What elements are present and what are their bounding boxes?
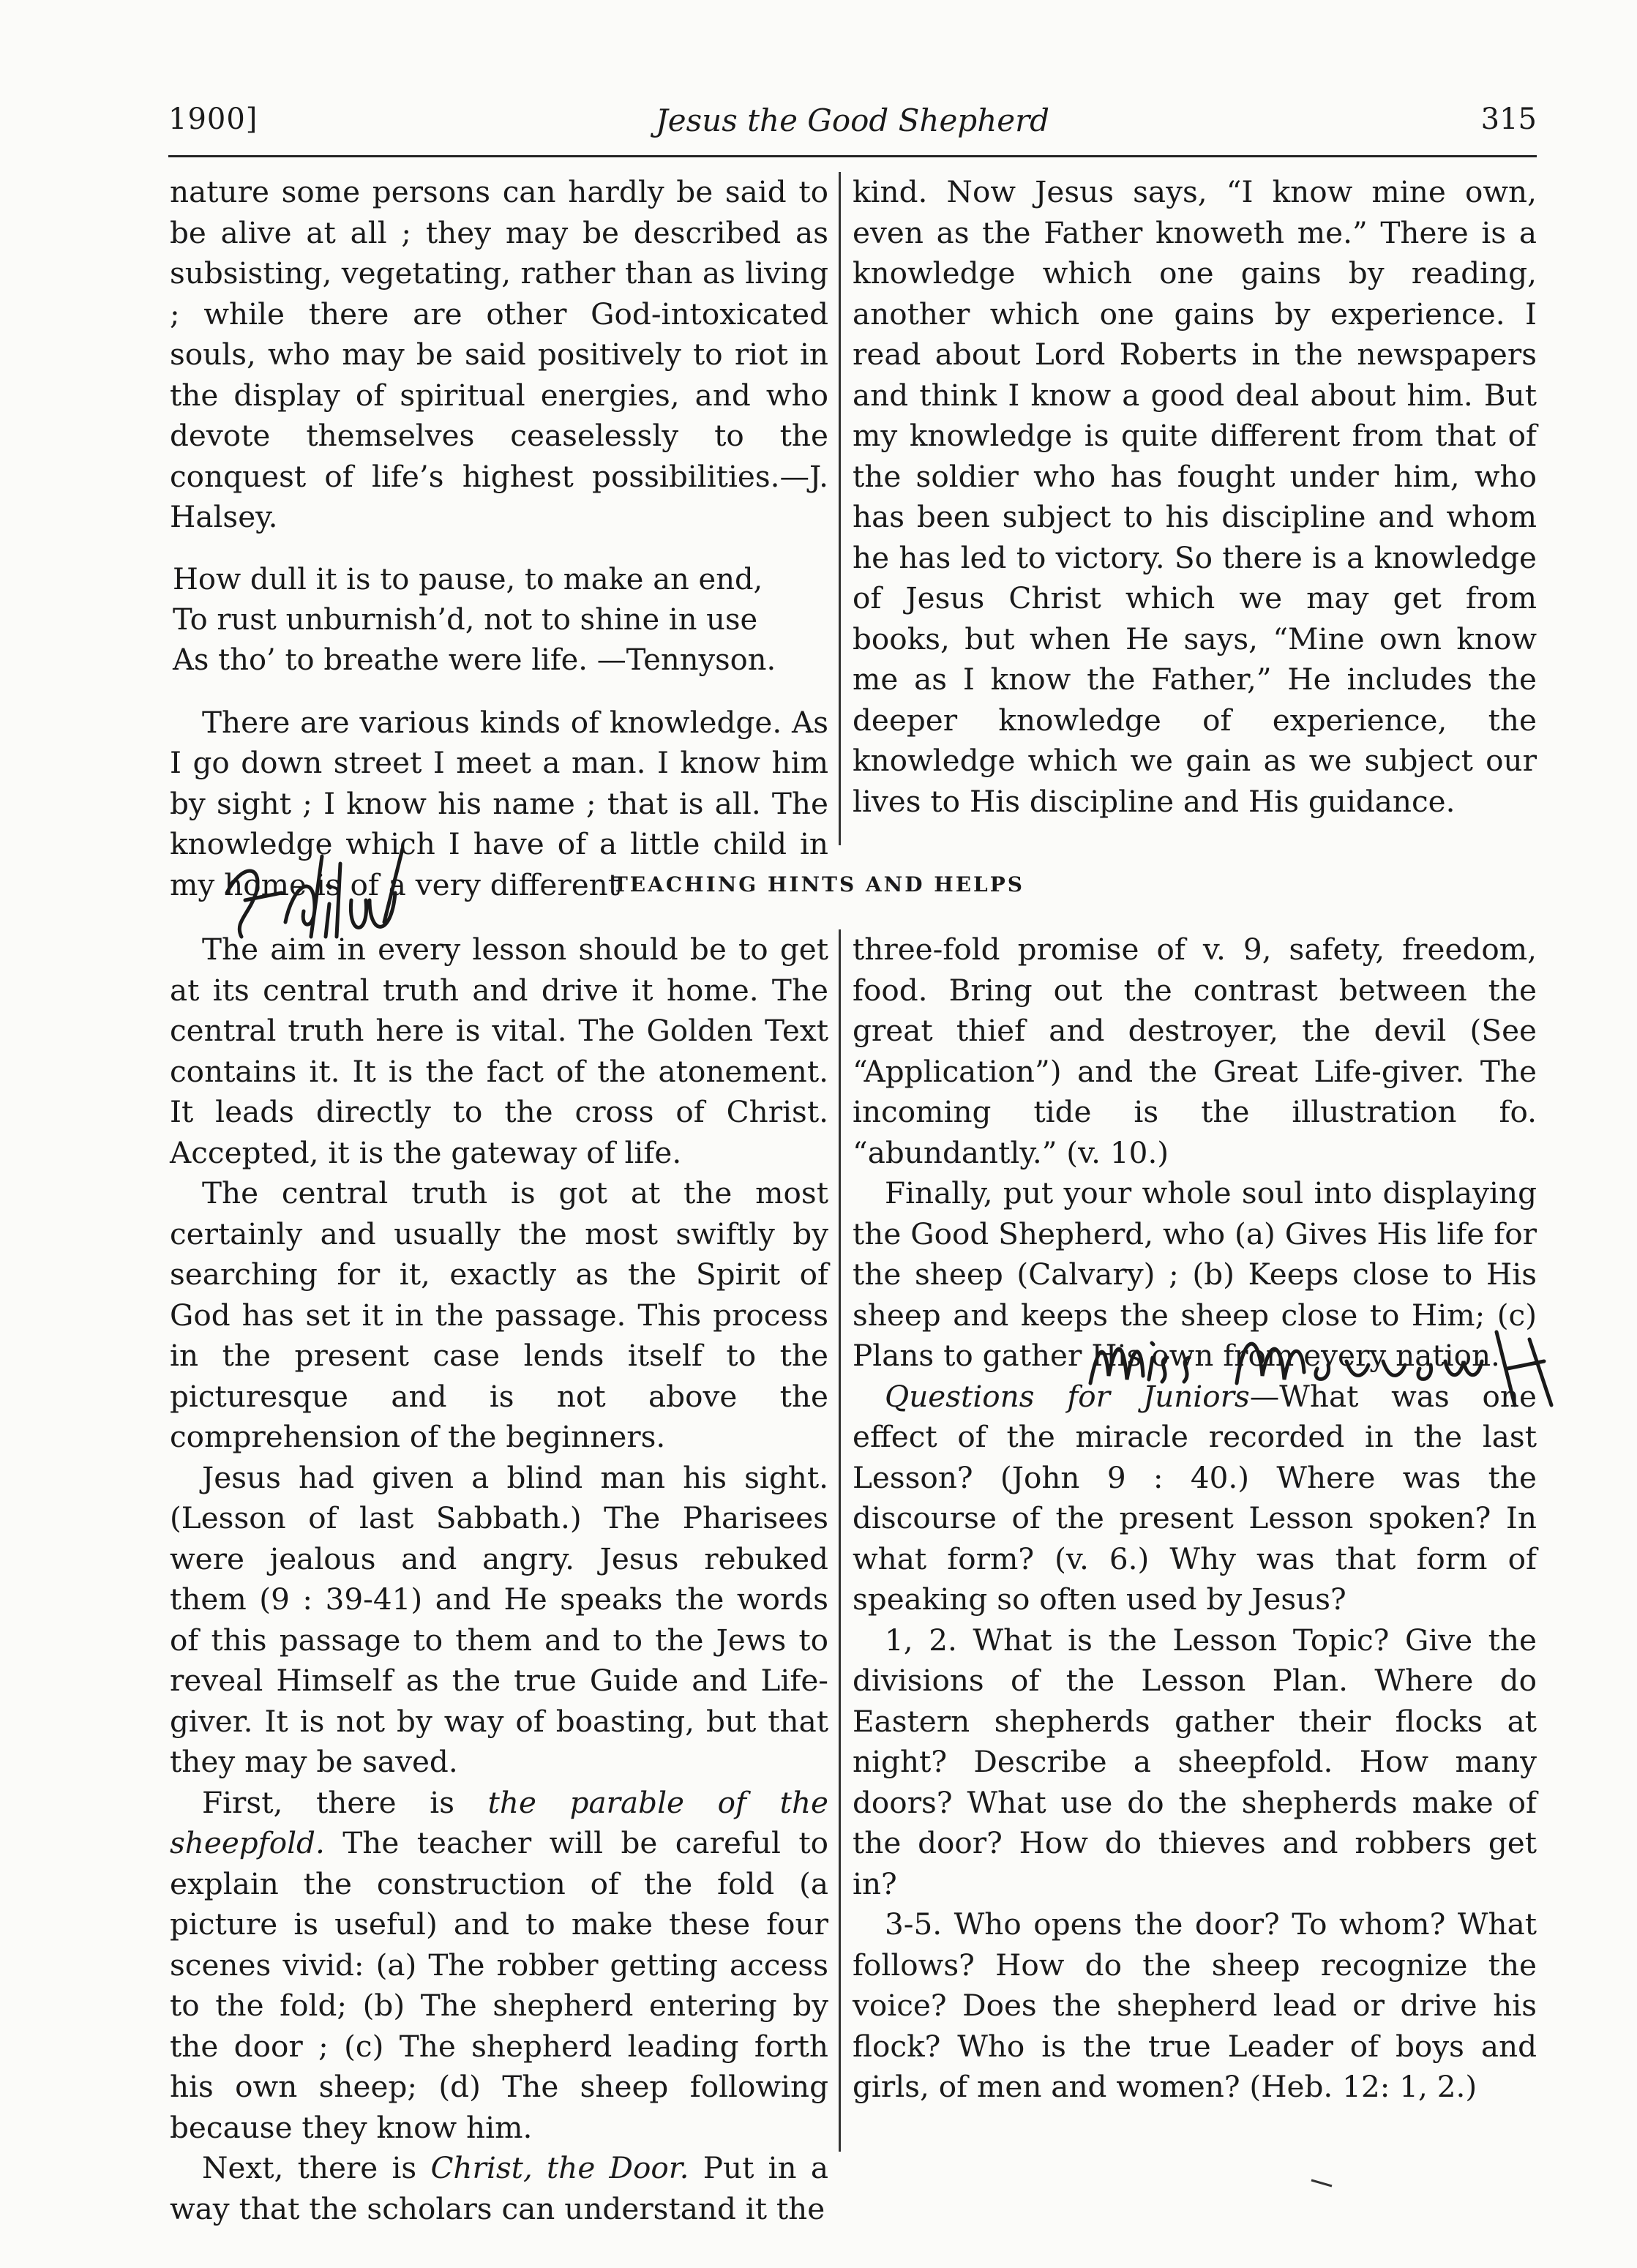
poem-line: As tho’ to breathe were life. —Tennyson. [173,643,776,677]
paragraph: three-fold promise of v. 9, safety, freedom, food. Bring out the contrast between the great thief and destroyer, the devil (See “Application”) and the Great Life-giver. The incoming tide is the illustration fo. “abundantly.” (v. 10.) [853,932,1537,1170]
paragraph: Questions for Juniors—What was one effect of the miracle recorded in the last Lesson? (John 9 : 40.) Where was the discourse of the present Lesson spoken? In what form? (v. 6.) Why was that form of speaking so often used by Jesus? [853,1378,1537,1617]
paragraph: 1, 2. What is the Lesson Topic? Give the divisions of the Lesson Plan. Where do Eastern shepherds gather their flocks at night? Describe a sheepfold. How many doors? What use do the shepherds make of the door? How do thieves and robbers get in? [853,1622,1537,1901]
paragraph: Next, there is Christ, the Door. Put in a way that the scholars can understand it the [170,2150,828,2226]
paragraph: Jesus had given a blind man his sight. (Lesson of last Sabbath.) The Pharisees were jealous and angry. Jesus rebuked them (9 : 39-41) and He speaks the words of this passage to them and to the Jews to reveal Himself as the true Guide and Life-giver. It is not by way of boasting, but that they may be saved. [170,1459,828,1779]
header-rule [168,155,1537,157]
paragraph: The central truth is got at the most certainly and usually the most swiftly by searching for it, exactly as the Spirit of God has set it in the passage. This process in the present case lends itself to the picturesque and is not above the comprehension of the beginners. [170,1175,828,1454]
header-year: 1900] [168,102,258,136]
poem-line: To rust unburnish’d, not to shine in use [173,602,758,637]
handwritten-signature [1076,1317,1603,1427]
poem-line: How dull it is to pause, to make an end, [173,562,763,596]
header-title: Jesus the Good Shepherd [655,102,1050,138]
section-heading: TEACHING HINTS AND HELPS [612,872,1025,897]
paragraph: nature some persons can hardly be said to be alive at all ; they may be described as subsisting, vegetating, rather than as living ; while there are other God-intoxicated souls, who may be said positively to riot in the display of spiritual energies, and who devote themselves ceaselessly to the conquest of life’s highest possibilities.—J. Halsey. [170,174,828,534]
page-number: 315 [1480,102,1537,136]
paragraph: Finally, put your whole soul into displaying the Good Shepherd, who (a) Gives His life for the sheep (Calvary) ; (b) Keeps close to His sheep and keeps the sheep close to Him; (c) Plans to gather His own from every nation. [853,1175,1537,1373]
paragraph: 3-5. Who opens the door? To whom? What follows? How do the sheep recognize the voice? Does the shepherd lead or drive his flock? Who is the true Leader of boys and girls, of men and women? (Heb. 12: 1, 2.) [853,1906,1537,2104]
top-left-column [170,172,828,905]
bottom-right-column [853,929,1537,2108]
bottom-left-column [170,929,828,2229]
paragraph: There are various kinds of knowledge. As I go down street I meet a man. I know him by sight ; I know his name ; that is all. The knowledge which I have of a little child in my home is of a very different [170,704,828,902]
paragraph: First, there is the parable of the sheepfold. The teacher will be careful to explain the construction of the fold (a picture is useful) and to make these four scenes vivid: (a) The robber getting access to the fold; (b) The shepherd entering by the door ; (c) The shepherd leading forth his own sheep; (d) The sheep following because they know him. [170,1784,828,2145]
ink-mark [1310,2177,1339,2189]
paragraph: kind. Now Jesus says, “I know mine own, even as the Father knoweth me.” There is a knowledge which one gains by reading, another which one gains by experience. I read about Lord Roberts in the newspapers and think I know a good deal about him. But my knowledge is quite different from that of the soldier who has fought under him, who has been subject to his discipline and whom he has led to victory. So there is a knowledge of Jesus Christ which we may get from books, but when He says, “Mine own know me as I know the Father,” He includes the deeper knowledge of experience, the knowledge which we gain as we subject our lives to His discipline and His guidance. [853,174,1537,819]
poem-quote [173,560,828,681]
paragraph: The aim in every lesson should be to get at its central truth and drive it home. The central truth here is vital. The Golden Text contains it. It is the fact of the atonement. It leads directly to the cross of Christ. Accepted, it is the gateway of life. [170,932,828,1170]
column-divider [839,929,841,2152]
top-right-column [853,172,1537,822]
running-header [168,102,1537,146]
column-divider [839,172,841,845]
